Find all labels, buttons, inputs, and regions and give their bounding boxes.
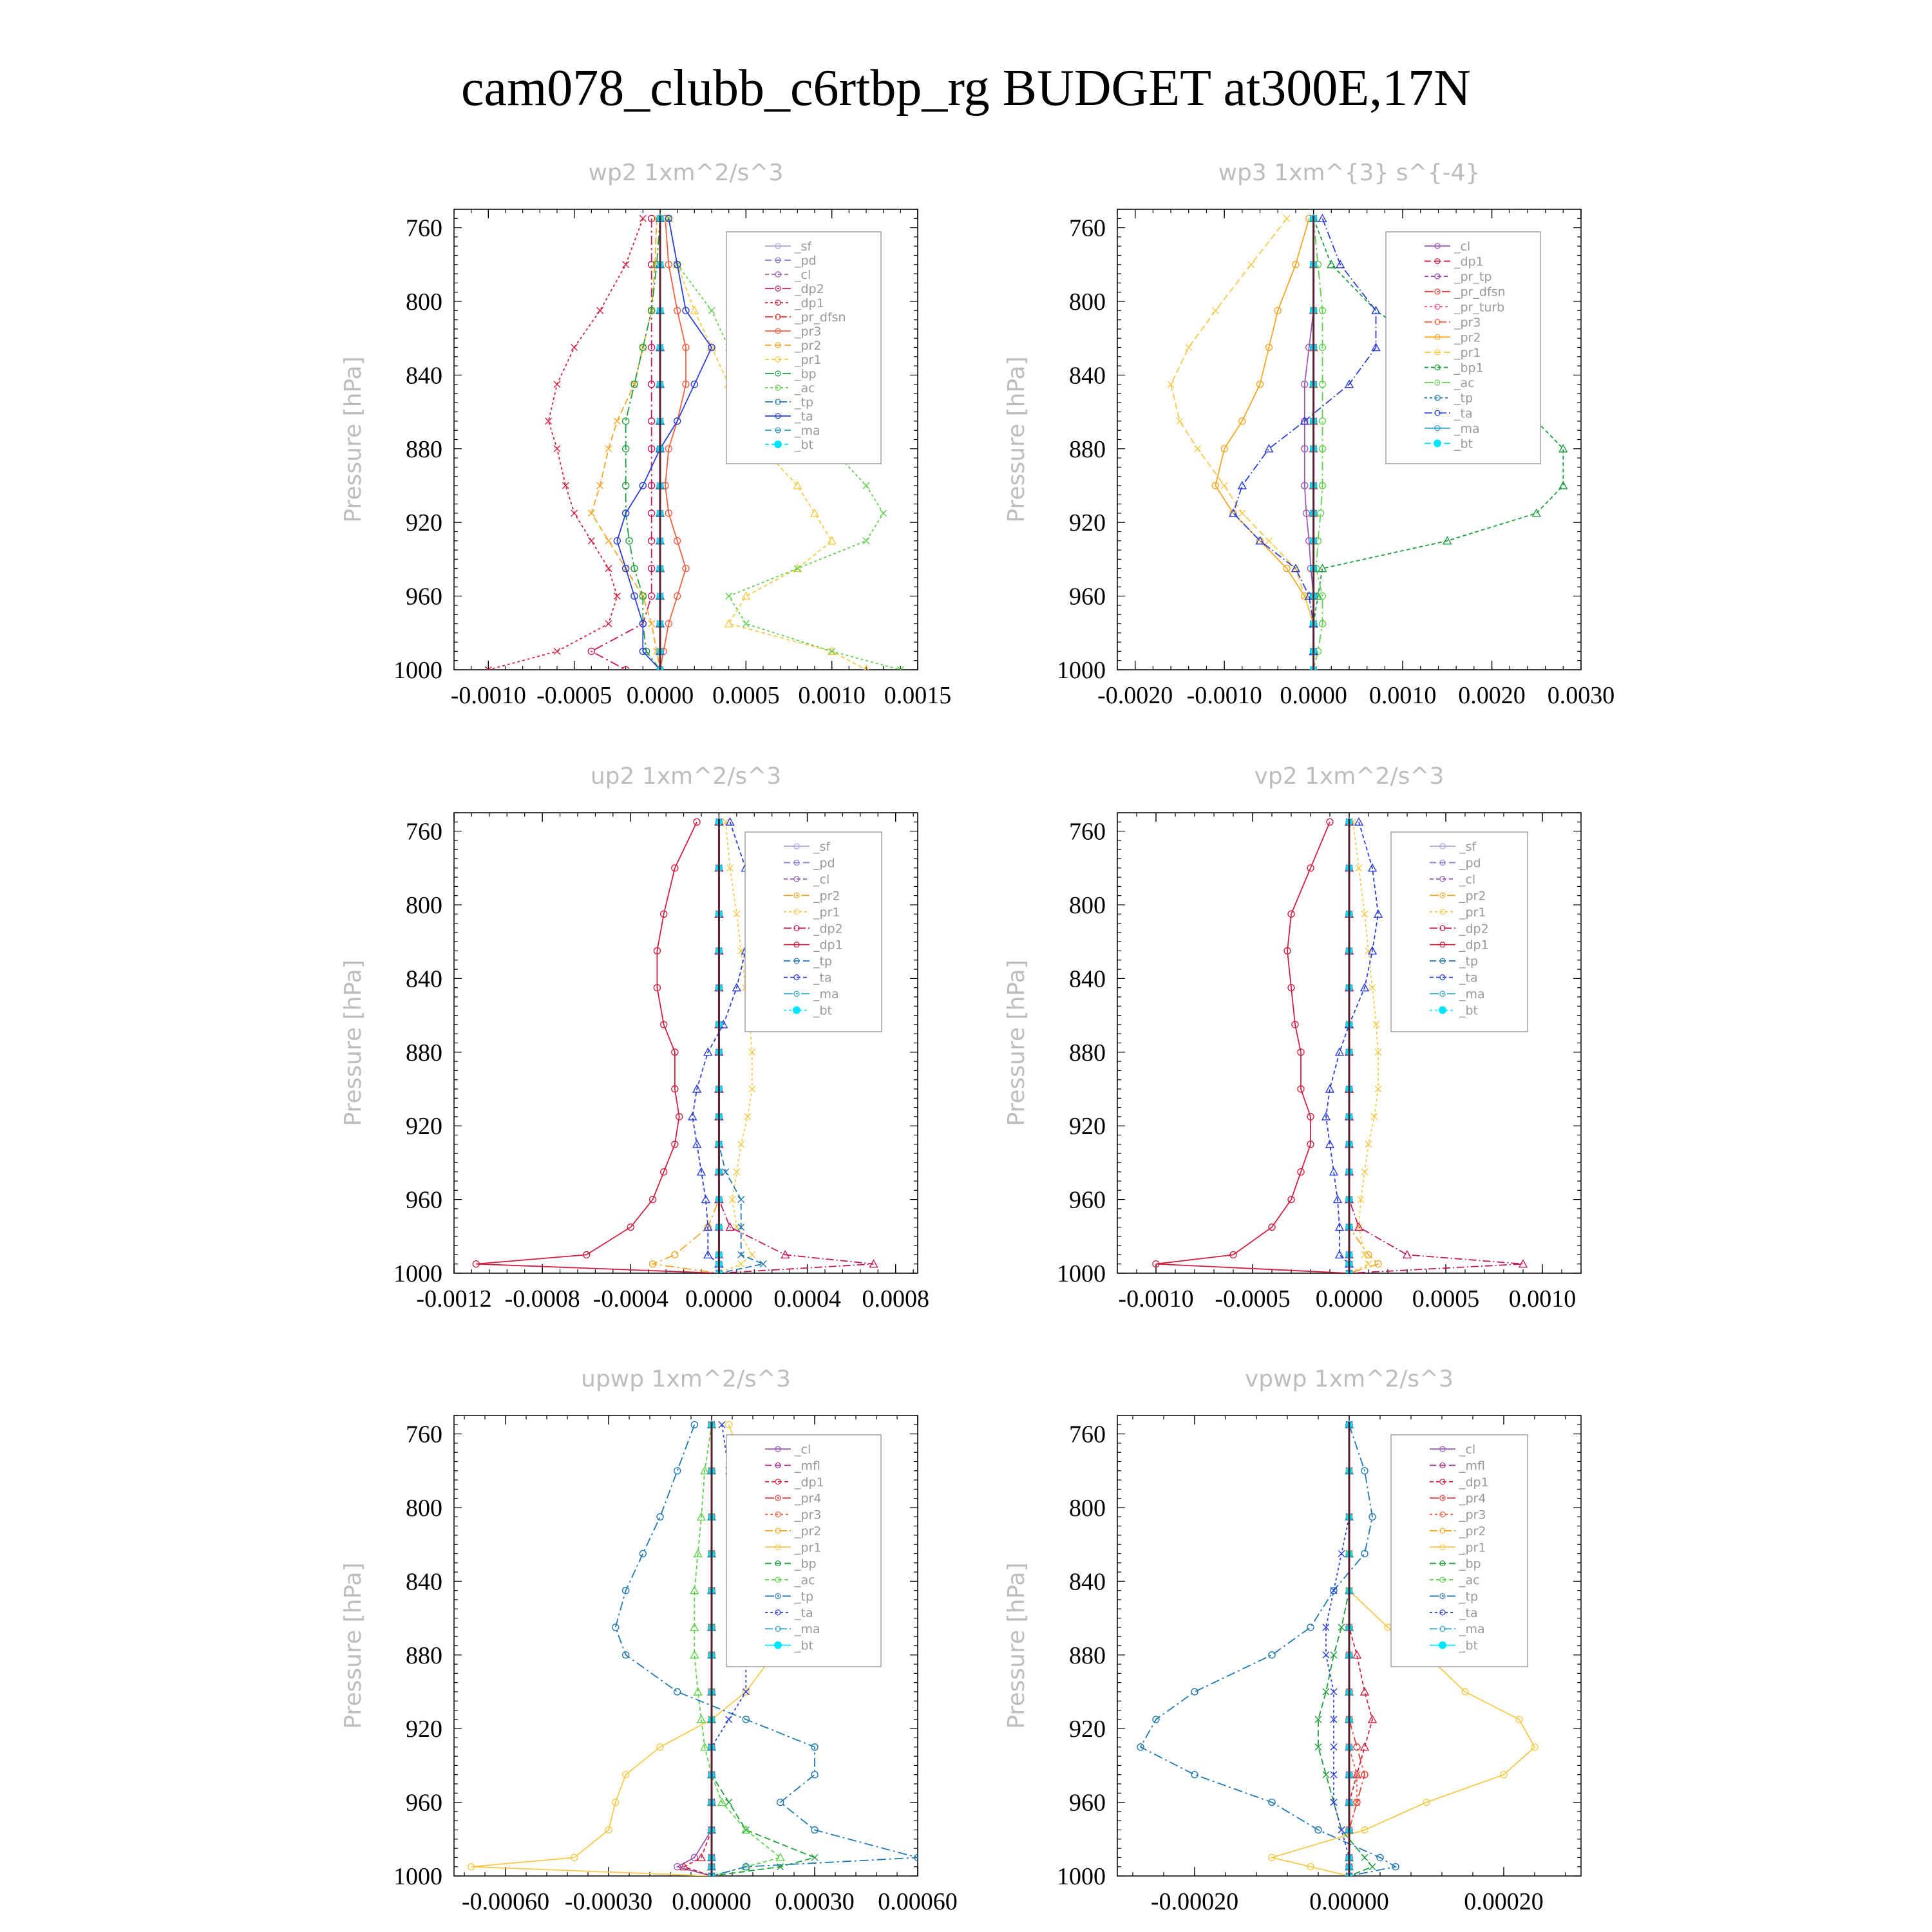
legend — [726, 1435, 881, 1667]
chart-6 — [1003, 1366, 1581, 1915]
legend-marker — [1434, 439, 1441, 447]
x-tick-label: -0.0004 — [592, 1285, 668, 1312]
legend-label: _cl — [1459, 872, 1476, 887]
data-point — [1212, 307, 1218, 314]
y-axis-label: Pressure [hPa] — [340, 356, 366, 523]
legend-label: _pr2 — [813, 889, 840, 904]
legend-label: _tp — [795, 1589, 814, 1604]
legend-label: _bt — [1459, 1003, 1479, 1018]
legend-label: _dp1 — [795, 296, 824, 310]
y-tick-label: 760 — [1069, 214, 1106, 242]
y-tick-label: 760 — [406, 818, 442, 846]
data-point — [1403, 1251, 1411, 1258]
x-tick-label: 0.0010 — [798, 682, 866, 709]
y-tick-label: 920 — [406, 1113, 442, 1141]
legend-label: _ac — [1454, 376, 1475, 391]
legend-label: _ta — [1459, 1605, 1478, 1620]
x-tick-label: -0.0008 — [504, 1285, 580, 1312]
data-point — [880, 510, 887, 516]
data-point — [1269, 1652, 1275, 1658]
legend-label: _bp — [795, 1557, 817, 1571]
legend-label: _pr1 — [795, 353, 822, 367]
data-point — [749, 1251, 755, 1258]
x-tick-label: 0.0004 — [773, 1285, 841, 1312]
y-tick-label: 840 — [1069, 1568, 1106, 1596]
series-line-pr2 — [653, 822, 719, 1273]
x-tick-label: 0.0015 — [884, 682, 952, 709]
legend-marker — [774, 1642, 782, 1649]
data-point — [811, 1772, 818, 1778]
data-point — [1283, 215, 1290, 222]
data-point — [726, 593, 732, 600]
y-tick-label: 1000 — [1057, 1863, 1106, 1890]
data-point — [1361, 1169, 1368, 1175]
legend-label: _bt — [795, 438, 814, 452]
legend-label: _bp — [1459, 1557, 1481, 1571]
data-point — [657, 1513, 663, 1520]
series-line-ta — [692, 822, 752, 1273]
legend-label: _bt — [1454, 437, 1473, 451]
data-point — [1221, 482, 1227, 489]
x-tick-label: -0.00030 — [564, 1888, 653, 1915]
x-tick-label: 0.0008 — [862, 1285, 929, 1312]
y-tick-label: 880 — [1069, 435, 1106, 463]
y-tick-label: 760 — [1069, 1421, 1106, 1448]
data-point — [1177, 418, 1183, 424]
data-point — [554, 381, 560, 388]
legend-label: _pr2 — [1454, 330, 1481, 345]
legend-label: _bp — [795, 367, 817, 381]
data-point — [1323, 1772, 1329, 1778]
chart-2 — [1003, 160, 1615, 709]
x-tick-label: 0.0010 — [1368, 682, 1437, 709]
legend-label: _pr2 — [1459, 1524, 1486, 1539]
data-point — [639, 215, 646, 222]
legend — [1391, 1435, 1528, 1667]
legend-label: _pr2 — [795, 339, 822, 353]
y-tick-label: 960 — [1069, 583, 1106, 611]
data-point — [738, 1197, 744, 1203]
y-tick-label: 800 — [406, 892, 442, 919]
series-line-dp1 — [488, 218, 643, 670]
legend-label: _pr_dfsn — [1454, 285, 1506, 299]
x-tick-label: 0.0010 — [1508, 1285, 1577, 1312]
legend-label: _pr1 — [813, 905, 840, 920]
legend-label: _pr3 — [795, 325, 822, 339]
chart-title: up2 1xm^2/s^3 — [590, 763, 782, 790]
y-tick-label: 760 — [1069, 818, 1106, 846]
x-tick-label: -0.00060 — [461, 1888, 550, 1915]
y-axis-label: Pressure [hPa] — [340, 1562, 366, 1729]
legend — [745, 832, 882, 1032]
data-point — [588, 510, 594, 516]
legend-label: _cl — [813, 872, 830, 887]
legend-label: _pd — [813, 856, 835, 871]
y-tick-label: 880 — [1069, 1039, 1106, 1066]
legend-label: _bt — [795, 1638, 814, 1653]
series-line-ac — [1314, 218, 1323, 670]
y-tick-label: 1000 — [393, 1863, 442, 1890]
data-point — [649, 621, 655, 627]
y-axis-label: Pressure [hPa] — [1003, 960, 1030, 1126]
series-line-ta — [1326, 822, 1378, 1273]
x-tick-label: 0.0005 — [1412, 1285, 1480, 1312]
data-point — [1318, 214, 1326, 222]
data-point — [1369, 1864, 1376, 1870]
y-tick-label: 960 — [406, 583, 442, 611]
chart-1 — [340, 160, 951, 709]
data-point — [597, 307, 603, 314]
y-tick-label: 920 — [406, 509, 442, 537]
data-point — [863, 538, 869, 544]
legend-label: _pr3 — [1459, 1508, 1486, 1522]
y-tick-label: 760 — [406, 1421, 442, 1448]
legend-label: _pr1 — [795, 1540, 822, 1555]
y-tick-label: 1000 — [1057, 657, 1106, 684]
legend-label: _pr4 — [795, 1492, 822, 1506]
data-point — [605, 538, 612, 544]
data-point — [863, 482, 869, 489]
series-line-pr2 — [1215, 218, 1313, 670]
y-tick-label: 760 — [406, 214, 442, 242]
data-point — [743, 621, 749, 627]
x-tick-label: 0.0030 — [1547, 682, 1615, 709]
data-point — [1338, 1827, 1345, 1833]
legend-label: _ta — [795, 1605, 813, 1620]
x-tick-label: -0.00020 — [1150, 1888, 1239, 1915]
series-line-bp — [626, 218, 660, 670]
legend-label: _sf — [813, 840, 831, 854]
y-tick-label: 1000 — [393, 1260, 442, 1287]
chart-4 — [1003, 763, 1581, 1312]
data-point — [612, 1624, 619, 1631]
series-line-ta — [1326, 1425, 1349, 1876]
y-tick-label: 1000 — [1057, 1260, 1106, 1287]
x-tick-label: 0.00060 — [878, 1888, 958, 1915]
data-point — [725, 620, 733, 627]
legend-label: _ta — [813, 971, 832, 985]
x-tick-label: -0.0020 — [1097, 682, 1173, 709]
y-tick-label: 880 — [406, 1642, 442, 1669]
x-tick-label: 0.0000 — [626, 682, 694, 709]
data-point — [811, 1854, 818, 1861]
data-point — [614, 418, 620, 424]
y-tick-label: 920 — [406, 1716, 442, 1743]
legend-label: _dp2 — [1459, 922, 1489, 936]
legend-label: _ta — [795, 410, 813, 424]
series-line-ta — [617, 218, 712, 670]
legend-label: _ma — [795, 424, 820, 438]
data-point — [690, 307, 698, 314]
data-point — [1365, 1261, 1372, 1267]
y-tick-label: 800 — [406, 289, 442, 316]
legend-label: _pr1 — [1459, 1540, 1486, 1555]
chart-title: upwp 1xm^2/s^3 — [581, 1366, 791, 1392]
data-point — [1186, 345, 1192, 351]
x-tick-label: -0.0010 — [450, 682, 526, 709]
legend-label: _pr1 — [1454, 346, 1481, 360]
legend-marker — [1439, 1007, 1446, 1014]
legend-label: _ac — [795, 381, 815, 395]
x-tick-label: 0.0000 — [685, 1285, 753, 1312]
series-line-dp1 — [1156, 822, 1349, 1273]
chart-title: wp2 1xm^2/s^3 — [588, 160, 784, 186]
legend-label: _pr4 — [1459, 1492, 1486, 1506]
y-tick-label: 840 — [406, 362, 442, 390]
chart-title: vp2 1xm^2/s^3 — [1254, 763, 1444, 790]
y-tick-label: 880 — [1069, 1642, 1106, 1669]
legend-label: _pd — [795, 254, 817, 268]
data-point — [605, 446, 612, 452]
series-line-dp1 — [476, 822, 719, 1273]
legend-label: _tp — [1459, 954, 1479, 969]
data-point — [674, 1689, 681, 1695]
data-point — [1248, 261, 1255, 268]
y-axis-label: Pressure [hPa] — [340, 960, 366, 1126]
legend — [726, 232, 881, 464]
x-tick-label: -0.0010 — [1118, 1285, 1194, 1312]
series-line-pr1 — [1171, 218, 1314, 670]
legend-label: _cl — [795, 1443, 811, 1457]
legend-label: _bt — [1459, 1638, 1479, 1653]
legend-label: _dp2 — [813, 922, 843, 936]
y-tick-label: 880 — [406, 1039, 442, 1066]
data-point — [1191, 1689, 1198, 1695]
series-line-dp1 — [684, 1425, 712, 1876]
y-tick-label: 920 — [1069, 1113, 1106, 1141]
legend-label: _pr_dfsn — [795, 310, 846, 325]
y-tick-label: 840 — [406, 965, 442, 993]
legend-label: _tp — [813, 954, 833, 969]
series-line-dp1 — [1349, 1425, 1372, 1876]
data-point — [1191, 1772, 1198, 1778]
y-tick-label: 800 — [1069, 1495, 1106, 1522]
x-tick-label: 0.0020 — [1458, 682, 1526, 709]
data-point — [588, 538, 594, 544]
legend-label: _pr2 — [1459, 889, 1486, 904]
legend-label: _mfl — [795, 1459, 820, 1473]
data-point — [1239, 510, 1245, 516]
chart-5 — [340, 1366, 958, 1915]
x-tick-label: -0.0012 — [416, 1285, 492, 1312]
series-line-pr3 — [660, 218, 686, 670]
data-point — [614, 593, 620, 600]
data-point — [1323, 1689, 1329, 1695]
series-line-pr2 — [1349, 822, 1378, 1273]
x-tick-label: 0.00000 — [1309, 1888, 1389, 1915]
data-point — [605, 565, 612, 572]
data-point — [1238, 482, 1246, 489]
legend-marker — [774, 440, 782, 448]
y-tick-label: 920 — [1069, 1716, 1106, 1743]
legend-label: _tp — [1454, 391, 1473, 406]
legend-label: _ac — [795, 1573, 815, 1588]
y-tick-label: 800 — [1069, 289, 1106, 316]
legend-label: _pr3 — [795, 1508, 822, 1522]
data-point — [639, 1551, 646, 1557]
data-point — [571, 510, 578, 516]
x-tick-label: 0.0000 — [1315, 1285, 1383, 1312]
legend — [1386, 232, 1540, 464]
data-point — [571, 345, 578, 351]
y-tick-label: 960 — [406, 1789, 442, 1817]
data-point — [1195, 446, 1201, 452]
x-tick-label: 0.00030 — [775, 1888, 855, 1915]
y-tick-label: 960 — [1069, 1789, 1106, 1817]
data-point — [726, 1799, 732, 1806]
legend-label: _ma — [795, 1622, 820, 1637]
x-tick-label: -0.0005 — [1215, 1285, 1291, 1312]
legend-label: _cl — [1459, 1443, 1476, 1457]
y-tick-label: 880 — [406, 435, 442, 463]
chart-title: vpwp 1xm^2/s^3 — [1244, 1366, 1454, 1392]
x-tick-label: 0.0005 — [712, 682, 780, 709]
legend-marker — [1439, 1642, 1446, 1649]
data-point — [738, 1141, 744, 1148]
legend-label: _ac — [1459, 1573, 1480, 1588]
legend-label: _pr_tp — [1454, 270, 1492, 285]
legend-label: _ma — [1459, 1622, 1485, 1637]
data-point — [1265, 538, 1272, 544]
y-tick-label: 1000 — [393, 657, 442, 684]
legend-label: _bt — [813, 1003, 833, 1018]
legend-label: _pr2 — [795, 1524, 822, 1539]
data-point — [742, 592, 750, 600]
legend-marker — [793, 1007, 800, 1014]
legend-label: _pr3 — [1454, 315, 1481, 330]
legend-label: _ta — [1459, 971, 1478, 985]
legend-label: _sf — [795, 240, 812, 254]
legend-label: _ma — [1454, 421, 1480, 436]
data-point — [554, 446, 560, 452]
legend-label: _dp2 — [795, 282, 824, 296]
series-line-pr1 — [1349, 822, 1378, 1273]
x-tick-label: -0.0005 — [536, 682, 612, 709]
y-tick-label: 800 — [406, 1495, 442, 1522]
legend-label: _ma — [1459, 987, 1485, 1002]
data-point — [1361, 1743, 1368, 1750]
data-point — [1338, 1624, 1345, 1631]
chart-title: wp3 1xm^{3} s^{-4} — [1218, 160, 1481, 186]
page-title: cam078_clubb_c6rtbp_rg BUDGET at300E,17N — [461, 60, 1471, 117]
data-point — [726, 1716, 732, 1723]
x-tick-label: 0.0000 — [1280, 682, 1347, 709]
y-tick-label: 840 — [406, 1568, 442, 1596]
legend-label: _pr1 — [1459, 905, 1486, 920]
y-tick-label: 920 — [1069, 509, 1106, 537]
legend-label: _mfl — [1459, 1459, 1485, 1473]
data-point — [726, 1421, 732, 1428]
data-point — [1375, 1086, 1381, 1092]
data-point — [672, 1251, 678, 1258]
data-point — [691, 1421, 697, 1428]
legend-label: _tp — [795, 395, 814, 410]
data-point — [605, 621, 612, 627]
data-point — [623, 261, 629, 268]
chart-3 — [340, 763, 929, 1312]
legend-label: _bp1 — [1454, 361, 1484, 375]
y-tick-label: 840 — [1069, 362, 1106, 390]
y-axis-label: Pressure [hPa] — [1003, 356, 1030, 523]
data-point — [811, 509, 819, 516]
data-point — [1331, 1744, 1337, 1750]
legend-label: _tp — [1459, 1589, 1479, 1604]
data-point — [1354, 1744, 1360, 1750]
data-point — [738, 1261, 744, 1267]
data-point — [674, 1468, 681, 1474]
legend-label: _ma — [813, 987, 839, 1002]
x-tick-label: 0.00000 — [672, 1888, 752, 1915]
legend-label: _cl — [1454, 240, 1471, 254]
legend-label: _dp1 — [1459, 1475, 1489, 1490]
data-point — [1338, 1551, 1345, 1557]
legend-label: _dp1 — [1454, 254, 1484, 269]
x-tick-label: 0.00020 — [1464, 1888, 1544, 1915]
legend-label: _dp1 — [795, 1475, 824, 1490]
y-tick-label: 960 — [406, 1186, 442, 1214]
y-tick-label: 840 — [1069, 965, 1106, 993]
y-axis-label: Pressure [hPa] — [1003, 1562, 1030, 1729]
legend-label: _dp1 — [1459, 938, 1489, 952]
legend-label: _ta — [1454, 406, 1473, 421]
data-point — [743, 1689, 749, 1695]
legend-label: _cl — [795, 268, 811, 282]
data-point — [708, 307, 715, 314]
data-point — [1307, 1624, 1314, 1631]
series-line-tp — [1141, 1425, 1396, 1876]
x-tick-label: -0.0010 — [1186, 682, 1262, 709]
legend-label: _pr_turb — [1454, 300, 1505, 315]
data-point — [749, 1086, 755, 1092]
legend — [1391, 832, 1528, 1032]
data-point — [1361, 1854, 1368, 1861]
data-point — [1369, 985, 1376, 991]
data-point — [694, 819, 700, 825]
legend-label: _pd — [1459, 856, 1481, 871]
y-tick-label: 960 — [1069, 1186, 1106, 1214]
y-tick-label: 800 — [1069, 892, 1106, 919]
data-point — [554, 648, 560, 654]
legend-label: _sf — [1459, 840, 1477, 854]
legend-label: _dp1 — [813, 938, 843, 952]
data-point — [1323, 1652, 1329, 1658]
